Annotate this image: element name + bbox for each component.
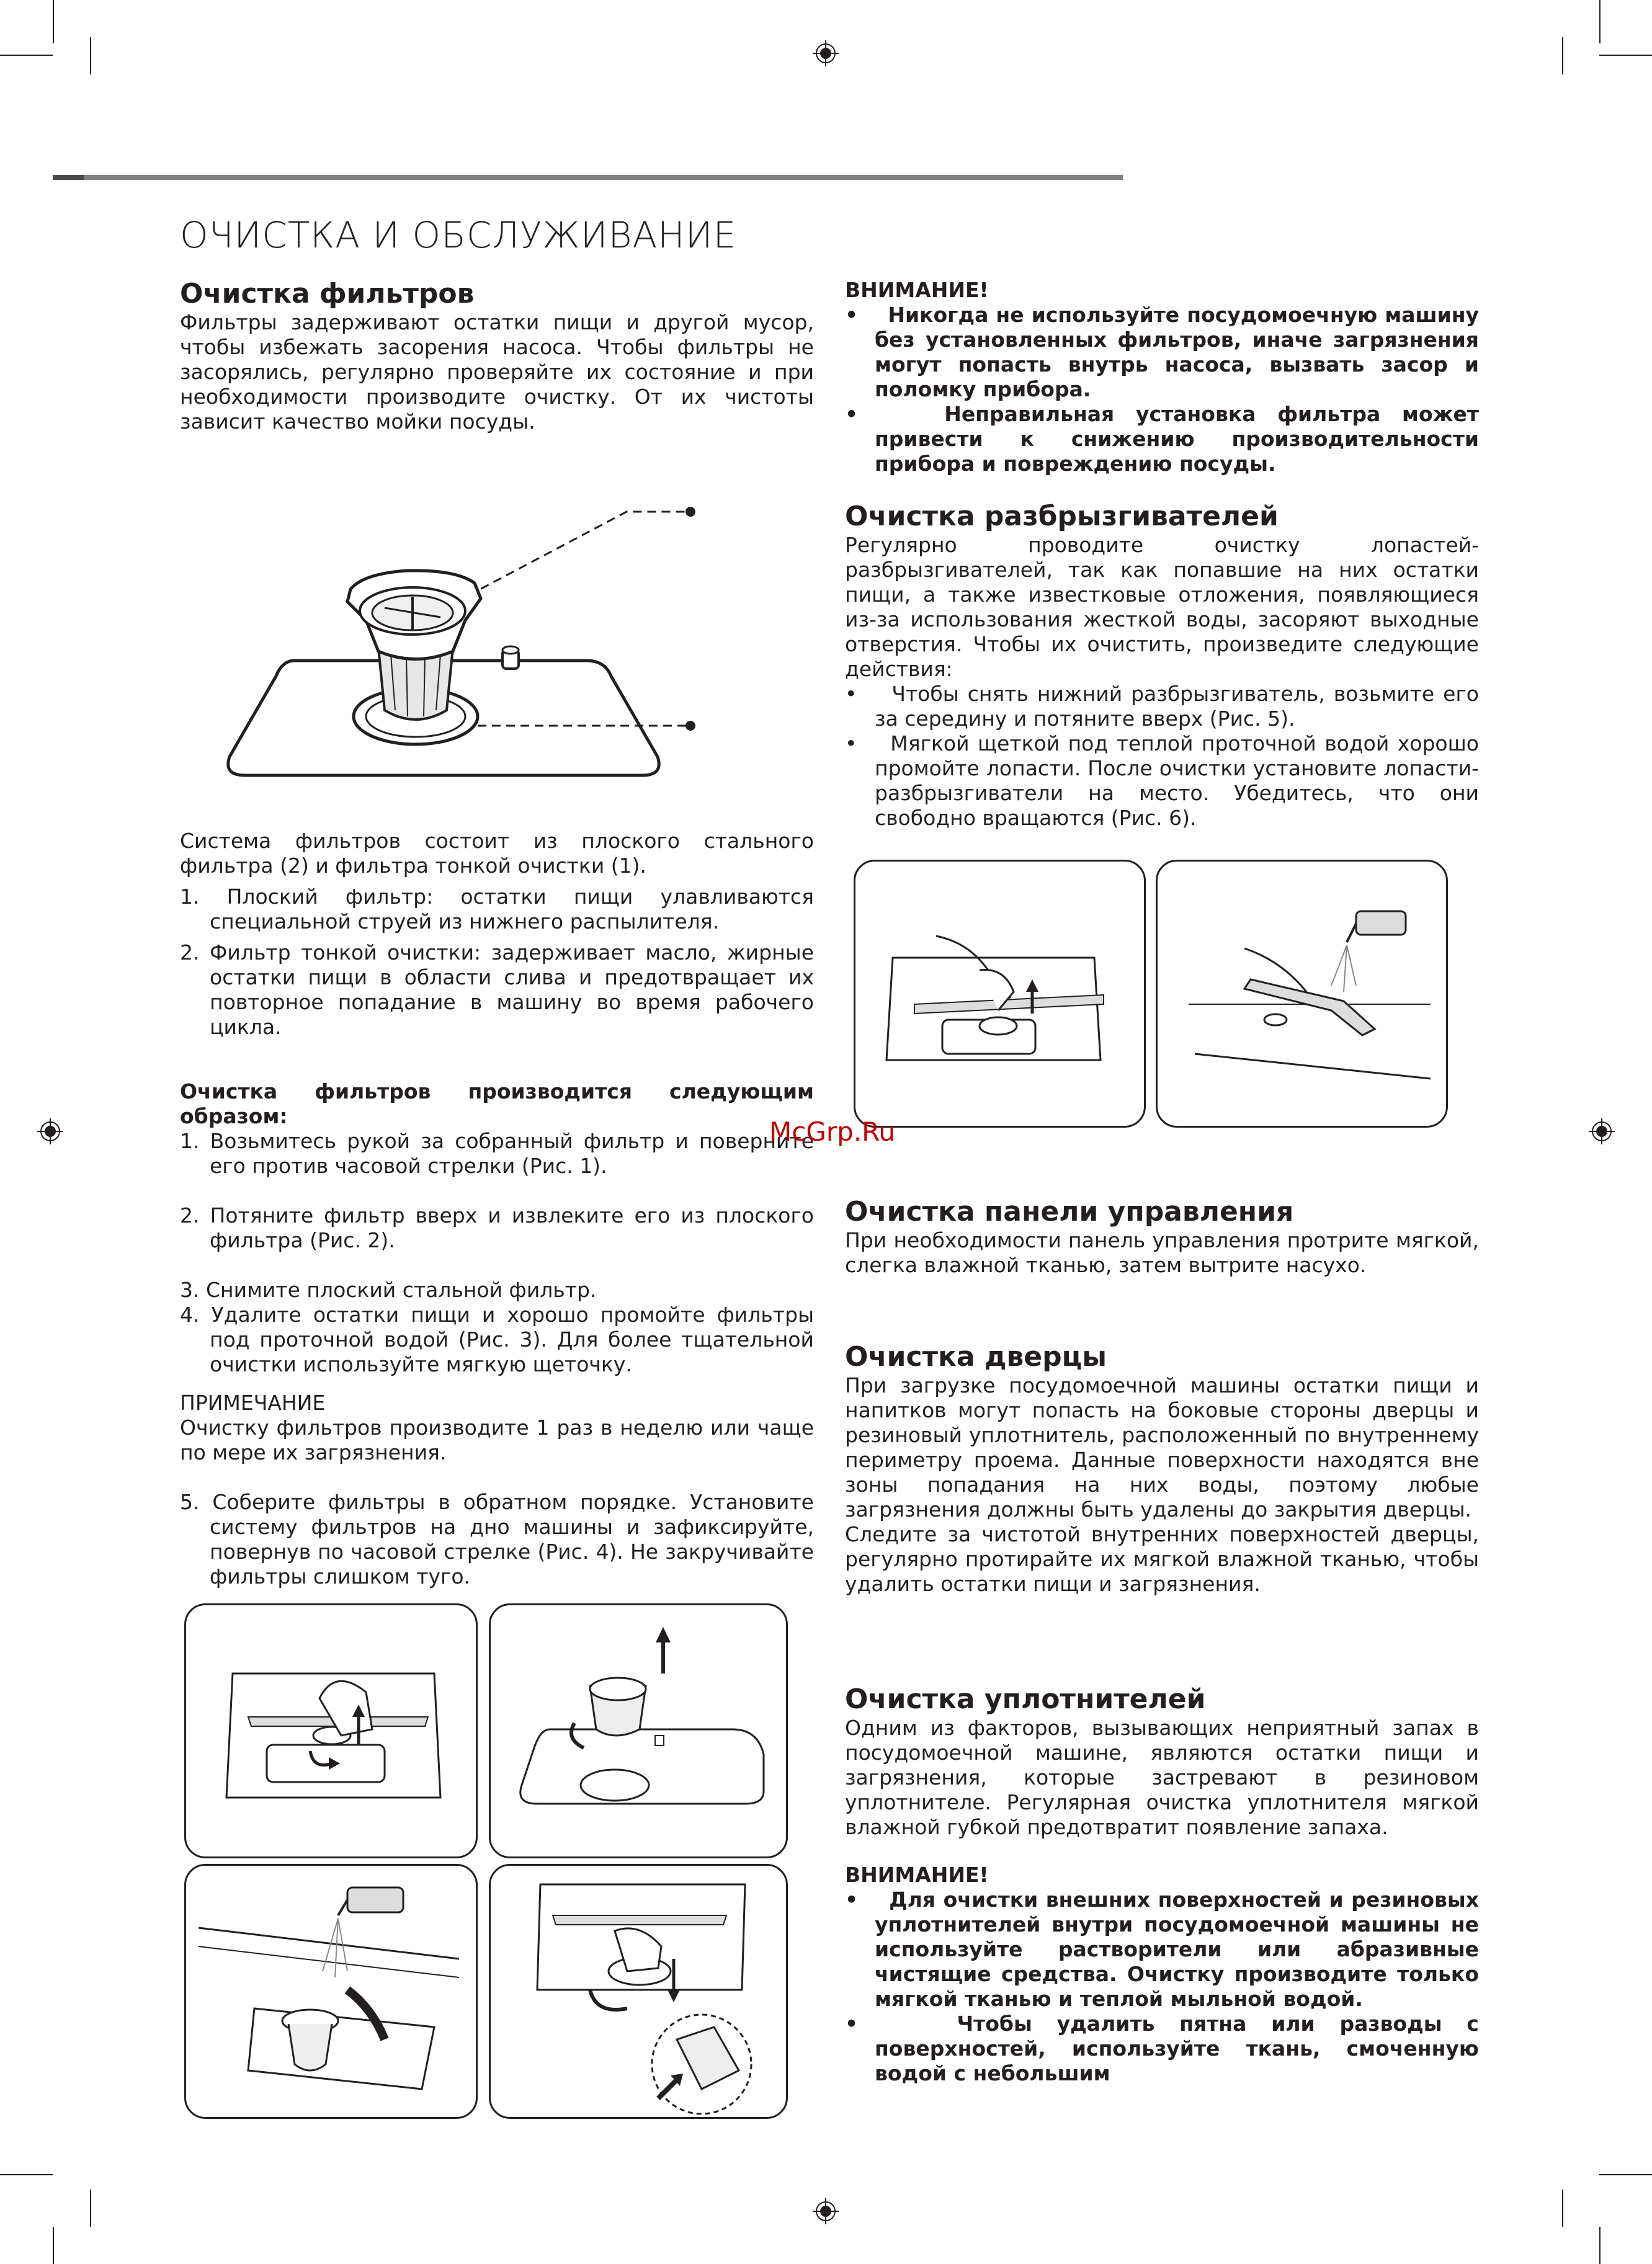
figure-1-box (184, 1603, 478, 1858)
warning-bullet-text: Неправильная установка фильтра может привести к снижению производительности прибора и повреждению посуды. (875, 402, 1479, 476)
warning-bullet-text: Чтобы удалить пятна или разводы с поверхностей, используйте ткань, смоченную водой с небольшим (875, 2012, 1479, 2085)
figure-3-box (184, 1864, 478, 2119)
figure-6-box (1156, 860, 1448, 1128)
procedure-step: 3. Снимите плоский стальной фильтр. (180, 1278, 597, 1302)
sprayers-section (845, 501, 1479, 831)
sprayers-heading: Очистка разбрызгивателей (845, 501, 1279, 532)
control-panel-section (845, 1196, 1479, 1278)
filter-assembly-diagram (220, 490, 710, 788)
header-rule-accent (53, 175, 84, 180)
filter-system-section (180, 829, 814, 1040)
registration-mark-icon (1589, 1118, 1615, 1144)
warning-label: ВНИМАНИЕ! (845, 278, 989, 302)
bullet-icon: • (845, 682, 892, 706)
warning-bullet (845, 1887, 1479, 2012)
figure-4-illustration (491, 1866, 786, 2117)
watermark: McGrp.Ru (769, 1116, 896, 1147)
crop-mark (1599, 2174, 1652, 2175)
sprayers-intro: Регулярно проводите очистку лопастей-разбрызгивателей, так как попавшие на них остатки пищи, а также известковые отложения, появляющиеся из-за использования жесткой воды, засоряют выходные отверстия. Чтобы их очистить, произведите следующие действия: (845, 533, 1479, 681)
filter-system-text: Система фильтров состоит из плоского стального фильтра (2) и фильтра тонкой очистки (1). (180, 829, 814, 878)
crop-mark (1562, 2190, 1563, 2227)
crop-mark (0, 55, 53, 56)
crop-mark (90, 2190, 91, 2227)
door-text-1: При загрузке посудомоечной машины остатки пищи и напитков могут попасть на боковые стороны дверцы и резиновый уплотнитель, расположенный по внутреннему периметру проема. Данные поверхности находятся вне зоны попадания на них воды, поэтому любые загрязнения должны быть удалены до закрытия дверцы. (845, 1373, 1479, 1522)
registration-mark-icon (813, 2198, 839, 2224)
warning-bullet (845, 402, 1479, 476)
crop-mark (53, 0, 54, 43)
sprayers-bullet (845, 731, 1479, 831)
filter-type-item: 2. Фильтр тонкой очистки: задерживает масло, жирные остатки пищи в области слива и предотвращает их повторное попадание в машину во время рабочего цикла. (180, 940, 814, 1039)
header-rule (53, 175, 1123, 180)
crop-mark (1562, 37, 1563, 74)
procedure-step: 2. Потяните фильтр вверх и извлеките его из плоского фильтра (Рис. 2). (180, 1203, 814, 1252)
warning-1-section (845, 278, 1479, 476)
control-panel-text: При необходимости панель управления протрите мягкой, слегка влажной тканью, затем вытрите насухо. (845, 1228, 1479, 1277)
seals-text: Одним из факторов, вызывающих неприятный запах в посудомоечной машине, являются остатки пищи и загрязнения, которые застревают в резиновом уплотнителе. Регулярная очистка уплотнителя мягкой влажной губкой предотвратит появление запаха. (845, 1716, 1479, 1839)
warning-bullet (845, 303, 1479, 402)
figure-3-illustration (186, 1866, 476, 2117)
crop-mark (1599, 2227, 1601, 2264)
seals-section (845, 1683, 1479, 1840)
warning-bullet-text: Для очистки внешних поверхностей и резиновых уплотнителей внутри посудомоечной машины не используйте растворители или абразивные чистящие средства. Очистку производите только мягкой тканью и теплой мыльной водой. (875, 1887, 1479, 2011)
door-text-2: Следите за чистотой внутренних поверхностей дверцы, регулярно протирайте их мягкой влажной тканью, чтобы удалить остатки пищи и загрязнения. (845, 1522, 1479, 1596)
warning-bullet-text: Никогда не используйте посудомоечную машину без установленных фильтров, иначе загрязнения могут попасть внутрь насоса, вызвать засор и поломку прибора. (875, 303, 1479, 401)
warning-bullet (845, 2012, 1479, 2086)
procedure-step: 1. Возьмитесь рукой за собранный фильтр и поверните его против часовой стрелки (Рис. 1). (180, 1129, 814, 1178)
figure-2-box (489, 1603, 788, 1858)
figure-5-illustration (855, 862, 1144, 1126)
door-section (845, 1341, 1479, 1597)
bullet-icon: • (845, 1887, 890, 1912)
sprayers-bullet-text: Мягкой щеткой под теплой проточной водой хорошо промойте лопасти. После очистки установите лопасти-разбрызгиватели на место. Убедитесь, что они свободно вращаются (Рис. 6). (875, 731, 1479, 830)
note-text: Очистку фильтров производите 1 раз в неделю или чаще по мере их загрязнения. (180, 1415, 814, 1464)
figure-4-box (489, 1864, 788, 2119)
filters-intro-section (180, 278, 814, 434)
figure-5-box (854, 860, 1146, 1128)
warning-label: ВНИМАНИЕ! (845, 1863, 989, 1887)
registration-mark-icon (37, 1118, 63, 1144)
figure-2-illustration (491, 1605, 786, 1856)
crop-mark (1599, 0, 1601, 43)
registration-mark-icon (813, 40, 839, 66)
crop-mark (0, 2174, 53, 2175)
note-label: ПРИМЕЧАНИЕ (180, 1391, 326, 1415)
filters-intro: Фильтры задерживают остатки пищи и другой мусор, чтобы избежать засорения насоса. Чтобы фильтры не засорялись, регулярно проверяйте их состояние и при необходимости производите очистку. От их чистоты зависит качество мойки посуды. (180, 310, 814, 434)
bullet-icon: • (845, 303, 888, 327)
control-panel-heading: Очистка панели управления (845, 1196, 1294, 1228)
procedure-heading: Очистка фильтров производится следующим образом: (180, 1079, 814, 1128)
bullet-icon: • (845, 402, 945, 426)
procedure-step: 4. Удалите остатки пищи и хорошо промойте фильтры под проточной водой (Рис. 3). Для более тщательной очистки используйте мягкую щеточку. (180, 1303, 814, 1376)
filter-procedure-section (180, 1079, 814, 1589)
sprayers-bullet (845, 682, 1479, 731)
bullet-icon: • (845, 2012, 957, 2036)
sprayers-bullet-text: Чтобы снять нижний разбрызгиватель, возьмите его за середину и потяните вверх (Рис. 5). (875, 682, 1479, 731)
crop-mark (53, 2227, 54, 2264)
procedure-step: 5. Соберите фильтры в обратном порядке. Установите систему фильтров на дно машины и зафиксируйте, повернув по часовой стрелке (Рис. 4). Не закручивайте фильтры слишком туго. (180, 1490, 814, 1589)
crop-mark (1599, 55, 1652, 56)
filters-heading: Очистка фильтров (180, 278, 475, 310)
crop-mark (90, 37, 91, 74)
door-heading: Очистка дверцы (845, 1341, 1107, 1373)
figure-1-illustration (186, 1605, 476, 1856)
bullet-icon: • (845, 731, 891, 755)
filter-type-item: 1. Плоский фильтр: остатки пищи улавливаются специальной струей из нижнего распылителя. (180, 885, 814, 934)
seals-heading: Очистка уплотнителей (845, 1683, 1206, 1715)
page-title: ОЧИСТКА И ОБСЛУЖИВАНИЕ (180, 214, 737, 256)
figure-6-illustration (1158, 862, 1446, 1126)
warning-2-section (845, 1863, 1479, 2086)
